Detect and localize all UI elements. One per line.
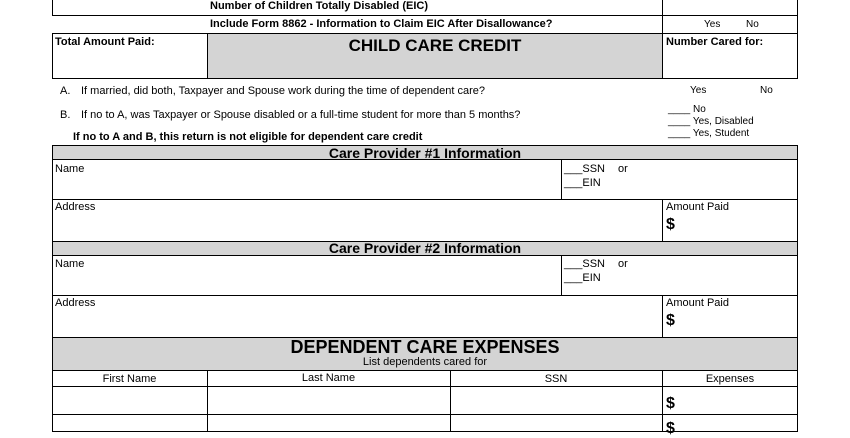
provider2-address-label: Address — [55, 297, 96, 309]
row-divider — [52, 414, 798, 415]
row1-ssn-input[interactable] — [451, 387, 661, 414]
provider1-address-label: Address — [55, 201, 96, 213]
col-first-name: First Name — [102, 373, 157, 385]
provider2-dollar-sign: $ — [666, 312, 675, 329]
eic-disabled-input[interactable] — [662, 0, 798, 16]
provider2-title: Care Provider #2 Information — [328, 240, 522, 256]
number-cared-label: Number Cared for: — [666, 36, 764, 48]
col-ssn: SSN — [544, 373, 568, 385]
col-expenses: Expenses — [705, 373, 755, 385]
form8862-no[interactable]: No — [746, 19, 759, 30]
provider2-name-label: Name — [55, 258, 85, 270]
form8862-label: Include Form 8862 - Information to Claim EIC After Disallowance? — [210, 18, 553, 30]
eic-disabled-label: Number of Children Totally Disabled (EIC) — [210, 0, 428, 12]
row1-last-name-input[interactable] — [208, 387, 449, 414]
provider2-ssn-option[interactable]: ___SSN — [564, 258, 605, 270]
form8862-answer-box[interactable] — [662, 15, 798, 34]
provider1-ein-option[interactable]: ___EIN — [564, 177, 601, 189]
question-b-text: If no to A, was Taxpayer or Spouse disabled or a full-time student for more than 5 months? — [81, 109, 521, 121]
divider — [561, 159, 562, 200]
row1-dollar-sign: $ — [666, 395, 675, 412]
provider2-address-row[interactable] — [52, 295, 663, 338]
question-b-option-student[interactable]: ____ Yes, Student — [668, 128, 750, 139]
provider1-dollar-sign: $ — [666, 216, 675, 233]
provider1-address-row[interactable] — [52, 199, 663, 242]
row1-first-name-input[interactable] — [53, 387, 206, 414]
question-a-letter: A. — [60, 85, 71, 97]
total-paid-label: Total Amount Paid: — [55, 36, 155, 48]
expenses-subtitle: List dependents cared for — [362, 356, 488, 368]
provider2-amount-label: Amount Paid — [666, 297, 729, 309]
provider1-name-label: Name — [55, 163, 85, 175]
child-care-credit-title: CHILD CARE CREDIT — [348, 36, 522, 55]
provider1-name-input[interactable] — [52, 159, 562, 200]
provider2-ein-option[interactable]: ___EIN — [564, 272, 601, 284]
provider1-amount-label: Amount Paid — [666, 201, 729, 213]
provider1-or: or — [618, 163, 628, 175]
provider1-title: Care Provider #1 Information — [328, 145, 522, 161]
provider2-or: or — [618, 258, 628, 270]
question-b-letter: B. — [60, 109, 71, 121]
provider2-name-input[interactable] — [52, 255, 562, 296]
col-last-name: Last Name — [301, 372, 356, 384]
form8862-yes[interactable]: Yes — [704, 19, 721, 30]
expenses-title: DEPENDENT CARE EXPENSES — [290, 337, 560, 357]
question-b-option-no[interactable]: ____ No — [668, 104, 706, 115]
divider — [561, 255, 562, 296]
question-a-no[interactable]: No — [760, 85, 773, 96]
question-b-option-disabled[interactable]: ____ Yes, Disabled — [668, 116, 754, 127]
eligibility-note: If no to A and B, this return is not eligible for dependent care credit — [73, 131, 423, 143]
question-a-yes[interactable]: Yes — [690, 85, 707, 96]
provider1-ssn-option[interactable]: ___SSN — [564, 163, 605, 175]
question-a-text: If married, did both, Taxpayer and Spouse work during the time of dependent care? — [81, 85, 485, 97]
row2-dollar-sign: $ — [666, 420, 675, 437]
